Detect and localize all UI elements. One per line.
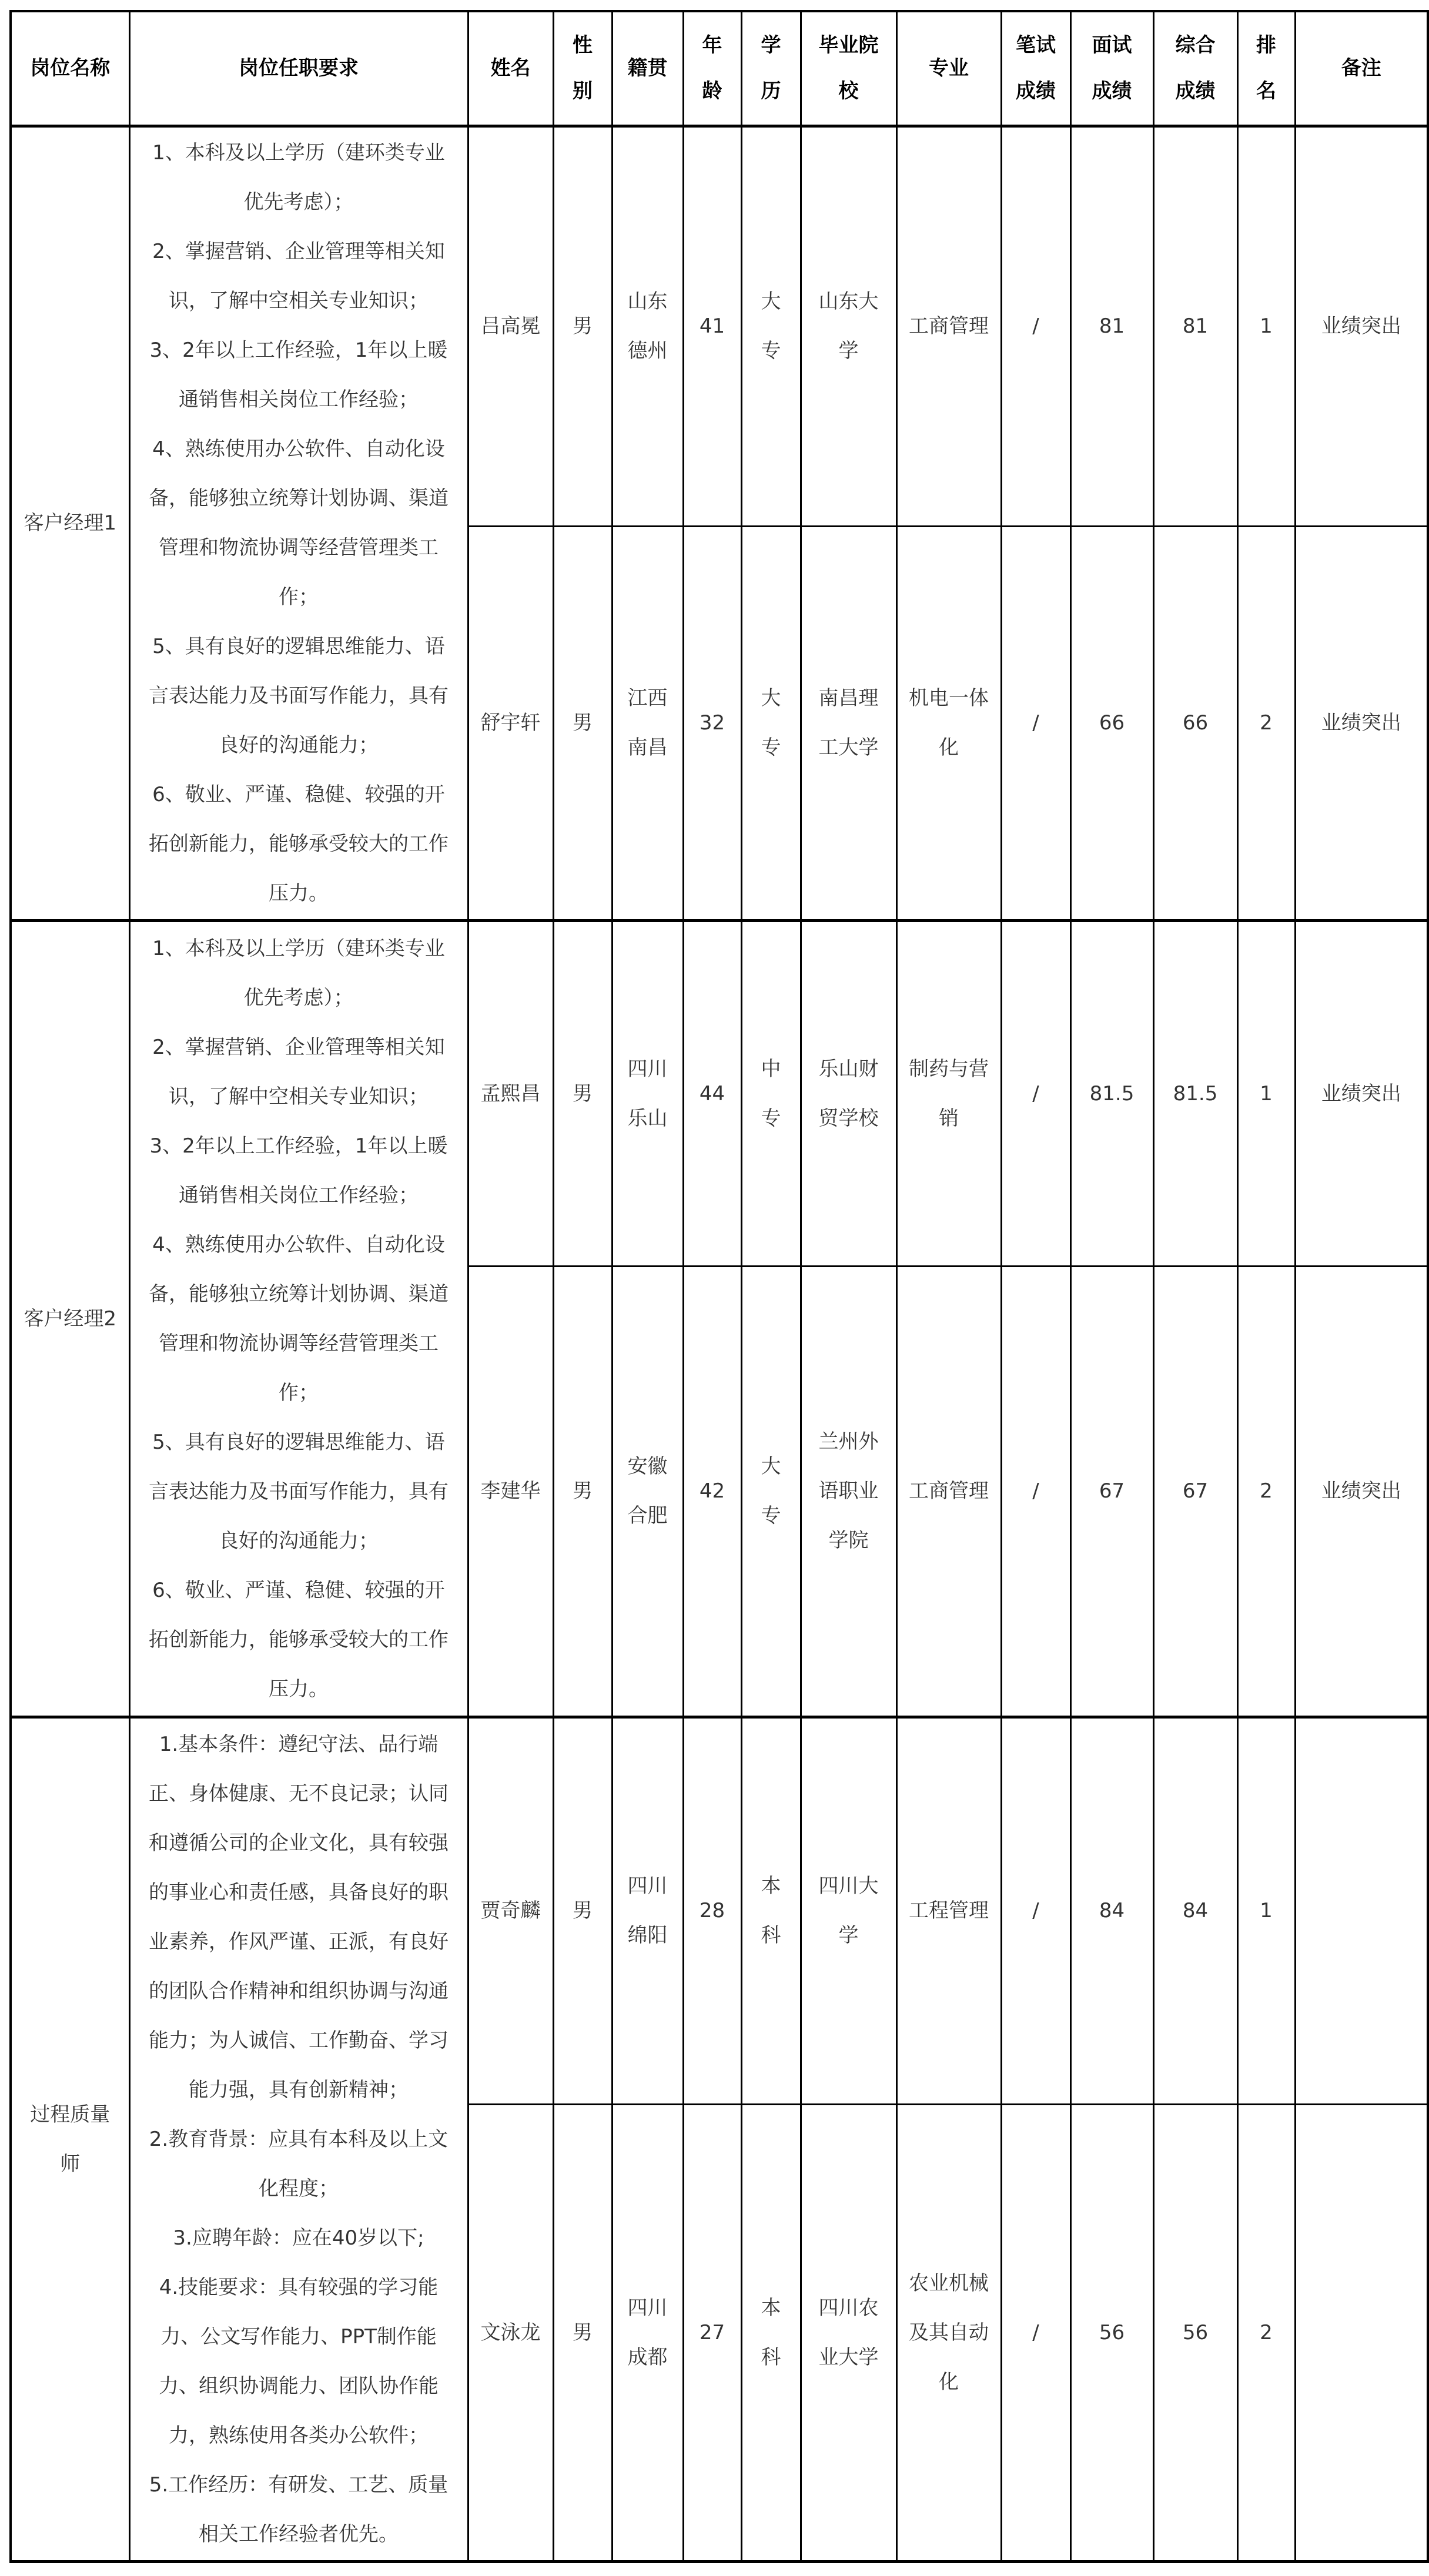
gender: 男 bbox=[553, 526, 612, 920]
requirement-line: 识，了解中空相关专业知识； bbox=[169, 289, 429, 313]
requirement-line: 言表达能力及书面写作能力，具有 bbox=[149, 1479, 449, 1503]
rank: 2 bbox=[1237, 526, 1295, 920]
requirement-line: 优先考虑）； bbox=[243, 190, 354, 214]
gender: 男 bbox=[553, 920, 612, 1266]
education bbox=[741, 2104, 801, 2561]
native-place-line: 德州 bbox=[627, 339, 668, 363]
requirement-line: 3、2年以上工作经验，1年以上暖 bbox=[149, 1134, 448, 1158]
requirement-line: 力、组织协调能力、团队协作能 bbox=[159, 2374, 439, 2398]
education bbox=[741, 920, 801, 1266]
requirement-line: 相关工作经验者优先。 bbox=[199, 2522, 399, 2546]
requirement-line: 正、身体健康、无不良记录；认同 bbox=[149, 1781, 449, 1805]
table-row bbox=[11, 1717, 1428, 2104]
major bbox=[896, 920, 1001, 1266]
position-name-cell-line: 客户经理1 bbox=[24, 511, 117, 535]
requirement-line: 2、掌握营销、企业管理等相关知 bbox=[152, 240, 445, 263]
native-place-line: 合肥 bbox=[627, 1504, 668, 1527]
education-line: 本 bbox=[761, 2296, 781, 2320]
major-line: 销 bbox=[939, 1106, 959, 1130]
written-score: / bbox=[1001, 2104, 1070, 2561]
requirement-line: 压力。 bbox=[269, 882, 329, 905]
requirement-line: 的团队合作精神和组织协调与沟通 bbox=[149, 1979, 449, 2003]
major-line: 制药与营 bbox=[909, 1057, 989, 1081]
school bbox=[801, 1717, 896, 2104]
native-place bbox=[612, 1266, 683, 1717]
total-score: 56 bbox=[1153, 2104, 1237, 2561]
native-place-line: 山东 bbox=[627, 290, 668, 313]
requirement-line: 言表达能力及书面写作能力，具有 bbox=[149, 684, 449, 708]
school-line: 语职业 bbox=[818, 1479, 879, 1503]
native-place-line: 乐山 bbox=[627, 1106, 668, 1130]
major-line: 工商管理 bbox=[909, 1479, 989, 1503]
interview-score: 67 bbox=[1070, 1266, 1153, 1717]
written-score: / bbox=[1001, 1266, 1070, 1717]
native-place-line: 绵阳 bbox=[627, 1924, 668, 1947]
requirement-line: 4、熟练使用办公软件、自动化设 bbox=[152, 437, 445, 461]
school bbox=[801, 126, 896, 526]
requirements-cell bbox=[129, 1717, 468, 2561]
school-line: 贸学校 bbox=[818, 1106, 879, 1130]
candidate-name: 吕高冕 bbox=[468, 126, 553, 526]
education-line: 大 bbox=[761, 290, 781, 313]
remark: 业绩突出 bbox=[1295, 920, 1428, 1266]
education-line: 大 bbox=[761, 1455, 781, 1478]
school-line: 兰州外 bbox=[818, 1430, 879, 1453]
candidate-name: 文泳龙 bbox=[468, 2104, 553, 2561]
requirements-cell bbox=[129, 126, 468, 920]
school-line: 学 bbox=[838, 339, 859, 363]
header-row bbox=[11, 11, 1428, 126]
interview-score: 81.5 bbox=[1070, 920, 1153, 1266]
requirement-line: 管理和物流协调等经营管理类工 bbox=[159, 536, 439, 560]
school-line: 山东大 bbox=[818, 290, 879, 313]
requirement-line: 通销售相关岗位工作经验； bbox=[179, 1183, 419, 1207]
age: 27 bbox=[683, 2104, 741, 2561]
interview-score: 56 bbox=[1070, 2104, 1153, 2561]
native-place-line: 四川 bbox=[627, 2296, 668, 2320]
education-line: 专 bbox=[761, 339, 781, 363]
written-score: / bbox=[1001, 920, 1070, 1266]
native-place bbox=[612, 126, 683, 526]
education bbox=[741, 126, 801, 526]
gender: 男 bbox=[553, 126, 612, 526]
requirement-line: 良好的沟通能力； bbox=[219, 733, 379, 757]
education-line: 大 bbox=[761, 686, 781, 710]
requirement-line: 力，熟练使用各类办公软件； bbox=[169, 2423, 429, 2447]
school-line: 学院 bbox=[828, 1529, 869, 1552]
education-line: 科 bbox=[761, 2345, 781, 2369]
school-line: 业大学 bbox=[818, 2345, 879, 2369]
header-major: 专业 bbox=[896, 11, 1001, 126]
total-score: 81 bbox=[1153, 126, 1237, 526]
school bbox=[801, 526, 896, 920]
candidate-name: 孟熙昌 bbox=[468, 920, 553, 1266]
school-line: 乐山财 bbox=[818, 1057, 879, 1081]
position-name-cell bbox=[11, 126, 129, 920]
remark bbox=[1295, 1717, 1428, 2104]
school-line: 南昌理 bbox=[818, 686, 879, 710]
major bbox=[896, 2104, 1001, 2561]
header-name: 姓名 bbox=[468, 11, 553, 126]
header-rank: 排 名 bbox=[1237, 11, 1295, 126]
school bbox=[801, 1266, 896, 1717]
header-remark: 备注 bbox=[1295, 11, 1428, 126]
total-score: 81.5 bbox=[1153, 920, 1237, 1266]
position-name-cell bbox=[11, 920, 129, 1717]
education-line: 科 bbox=[761, 1924, 781, 1947]
remark: 业绩突出 bbox=[1295, 1266, 1428, 1717]
major bbox=[896, 526, 1001, 920]
interview-score: 66 bbox=[1070, 526, 1153, 920]
position-name-cell-line: 师 bbox=[60, 2152, 81, 2176]
written-score: / bbox=[1001, 1717, 1070, 2104]
major bbox=[896, 126, 1001, 526]
requirement-line: 1.基本条件：遵纪守法、品行端 bbox=[159, 1732, 439, 1756]
requirement-line: 力、公文写作能力、PPT制作能 bbox=[160, 2324, 437, 2349]
total-score: 67 bbox=[1153, 1266, 1237, 1717]
total-score: 84 bbox=[1153, 1717, 1237, 2104]
age: 41 bbox=[683, 126, 741, 526]
requirement-line: 的事业心和责任感，具备良好的职 bbox=[149, 1880, 449, 1904]
requirement-line: 4.技能要求：具有较强的学习能 bbox=[159, 2275, 439, 2299]
header-education: 学 历 bbox=[741, 11, 801, 126]
gender: 男 bbox=[553, 1266, 612, 1717]
requirement-line: 2.教育背景：应具有本科及以上文 bbox=[149, 2127, 449, 2151]
header-written-score: 笔试 成绩 bbox=[1001, 11, 1070, 126]
remark: 业绩突出 bbox=[1295, 126, 1428, 526]
header-gender: 性 别 bbox=[553, 11, 612, 126]
requirement-line: 拓创新能力，能够承受较大的工作 bbox=[149, 1627, 449, 1652]
written-score: / bbox=[1001, 126, 1070, 526]
requirement-line: 备，能够独立统筹计划协调、渠道 bbox=[149, 487, 449, 510]
major bbox=[896, 1717, 1001, 2104]
candidate-name: 舒宇轩 bbox=[468, 526, 553, 920]
major-line: 机电一体 bbox=[909, 686, 989, 710]
header-age: 年 龄 bbox=[683, 11, 741, 126]
rank: 1 bbox=[1237, 126, 1295, 526]
education-line: 专 bbox=[761, 736, 781, 759]
requirement-line: 能力强，具有创新精神； bbox=[189, 2078, 409, 2102]
gender: 男 bbox=[553, 1717, 612, 2104]
native-place bbox=[612, 1717, 683, 2104]
major-line: 化 bbox=[939, 2370, 959, 2394]
education-line: 专 bbox=[761, 1106, 781, 1130]
requirement-line: 化程度； bbox=[259, 2176, 339, 2200]
header-position: 岗位名称 bbox=[11, 11, 129, 126]
requirement-line: 识，了解中空相关专业知识； bbox=[169, 1084, 429, 1108]
requirement-line: 和遵循公司的企业文化，具有较强 bbox=[149, 1831, 449, 1855]
position-name-cell-line: 客户经理2 bbox=[24, 1307, 117, 1331]
rank: 1 bbox=[1237, 920, 1295, 1266]
requirement-line: 良好的沟通能力； bbox=[219, 1529, 379, 1553]
position-name-cell-line: 过程质量 bbox=[30, 2102, 111, 2126]
requirement-line: 作； bbox=[279, 585, 319, 609]
school-line: 四川大 bbox=[818, 1874, 879, 1898]
requirement-line: 5.工作经历：有研发、工艺、质量 bbox=[149, 2473, 449, 2497]
requirement-line: 6、敬业、严谨、稳健、较强的开 bbox=[152, 783, 445, 806]
major bbox=[896, 1266, 1001, 1717]
requirement-line: 5、具有良好的逻辑思维能力、语 bbox=[152, 1430, 445, 1454]
total-score: 66 bbox=[1153, 526, 1237, 920]
requirement-line: 拓创新能力，能够承受较大的工作 bbox=[149, 832, 449, 856]
school bbox=[801, 920, 896, 1266]
requirement-line: 3、2年以上工作经验，1年以上暖 bbox=[149, 339, 448, 362]
rank: 1 bbox=[1237, 1717, 1295, 2104]
interview-score: 84 bbox=[1070, 1717, 1153, 2104]
age: 28 bbox=[683, 1717, 741, 2104]
native-place-line: 四川 bbox=[627, 1057, 668, 1081]
major-line: 工商管理 bbox=[909, 314, 989, 338]
education-line: 中 bbox=[761, 1057, 781, 1081]
major-line: 工程管理 bbox=[909, 1899, 989, 1922]
requirement-line: 压力。 bbox=[269, 1677, 329, 1701]
requirement-line: 业素养，作风严谨、正派，有良好 bbox=[149, 1930, 449, 1954]
header-total-score: 综合 成绩 bbox=[1153, 11, 1237, 126]
native-place bbox=[612, 526, 683, 920]
requirement-line: 4、熟练使用办公软件、自动化设 bbox=[152, 1232, 445, 1257]
school-line: 学 bbox=[838, 1924, 859, 1947]
education bbox=[741, 1266, 801, 1717]
position-name-cell bbox=[11, 1717, 129, 2561]
requirement-line: 2、掌握营销、企业管理等相关知 bbox=[152, 1035, 445, 1059]
requirement-line: 1、本科及以上学历（建环类专业 bbox=[152, 936, 445, 960]
interview-score: 81 bbox=[1070, 126, 1153, 526]
recruitment-results-table bbox=[9, 10, 1429, 2563]
rank: 2 bbox=[1237, 2104, 1295, 2561]
table-row bbox=[11, 920, 1428, 1266]
requirement-line: 作； bbox=[279, 1381, 319, 1405]
age: 32 bbox=[683, 526, 741, 920]
major-line: 农业机械 bbox=[909, 2271, 989, 2295]
rank: 2 bbox=[1237, 1266, 1295, 1717]
requirement-line: 6、敬业、严谨、稳健、较强的开 bbox=[152, 1578, 445, 1602]
candidate-name: 李建华 bbox=[468, 1266, 553, 1717]
remark bbox=[1295, 2104, 1428, 2561]
header-interview-score: 面试 成绩 bbox=[1070, 11, 1153, 126]
school-line: 工大学 bbox=[818, 736, 879, 759]
education-line: 专 bbox=[761, 1504, 781, 1527]
native-place-line: 四川 bbox=[627, 1874, 668, 1898]
major-line: 及其自动 bbox=[909, 2320, 989, 2344]
requirement-line: 通销售相关岗位工作经验； bbox=[179, 388, 419, 411]
native-place-line: 江西 bbox=[627, 686, 668, 710]
major-line: 化 bbox=[939, 736, 959, 759]
age: 44 bbox=[683, 920, 741, 1266]
education bbox=[741, 1717, 801, 2104]
requirement-line: 5、具有良好的逻辑思维能力、语 bbox=[152, 635, 445, 658]
education bbox=[741, 526, 801, 920]
requirement-line: 管理和物流协调等经营管理类工 bbox=[159, 1331, 439, 1355]
header-requirements: 岗位任职要求 bbox=[129, 11, 468, 126]
native-place bbox=[612, 2104, 683, 2561]
candidate-name: 贾奇麟 bbox=[468, 1717, 553, 2104]
requirement-line: 能力；为人诚信、工作勤奋、学习 bbox=[149, 2028, 449, 2052]
school bbox=[801, 2104, 896, 2561]
education-line: 本 bbox=[761, 1874, 781, 1898]
header-native-place: 籍贯 bbox=[612, 11, 683, 126]
school-line: 四川农 bbox=[818, 2296, 879, 2320]
native-place bbox=[612, 920, 683, 1266]
requirement-line: 备，能够独立统筹计划协调、渠道 bbox=[149, 1282, 449, 1306]
requirement-line: 优先考虑）； bbox=[243, 986, 354, 1010]
age: 42 bbox=[683, 1266, 741, 1717]
requirement-line: 1、本科及以上学历（建环类专业 bbox=[152, 141, 445, 165]
native-place-line: 安徽 bbox=[627, 1455, 668, 1478]
header-school: 毕业院 校 bbox=[801, 11, 896, 126]
written-score: / bbox=[1001, 526, 1070, 920]
remark: 业绩突出 bbox=[1295, 526, 1428, 920]
requirements-cell bbox=[129, 920, 468, 1717]
native-place-line: 成都 bbox=[627, 2345, 668, 2369]
requirement-line: 3.应聘年龄：应在40岁以下; bbox=[173, 2226, 424, 2250]
table-row bbox=[11, 126, 1428, 526]
native-place-line: 南昌 bbox=[627, 736, 668, 759]
gender: 男 bbox=[553, 2104, 612, 2561]
